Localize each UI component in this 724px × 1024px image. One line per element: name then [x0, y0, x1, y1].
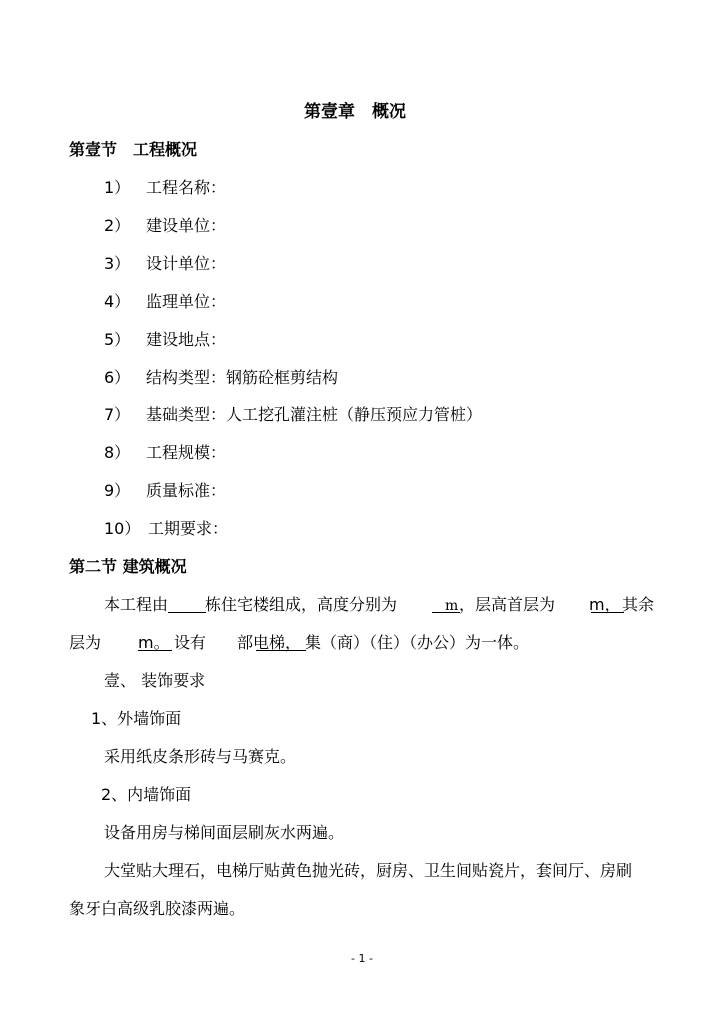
- chapter-title: 第壹章 概况: [304, 102, 406, 122]
- item-text: 基础类型：人工挖孔灌注桩（静压预应力管桩）: [146, 405, 483, 424]
- item-number: 4）: [104, 292, 131, 311]
- item-text: 设计单位：: [146, 254, 227, 273]
- list-item: [104, 443, 226, 463]
- blank-underline: [256, 650, 306, 651]
- blank-underline: [138, 650, 172, 651]
- unit-text: m: [445, 598, 459, 614]
- item-title: 1、外墙饰面: [91, 709, 182, 728]
- item-text: 工程名称：: [146, 178, 227, 197]
- item-number: 6）: [104, 368, 131, 387]
- list-item: [104, 481, 226, 501]
- item-text: 建设地点：: [146, 330, 227, 349]
- list-item: [104, 292, 226, 312]
- list-item: [104, 330, 226, 350]
- item-text: 质量标准：: [146, 481, 227, 500]
- list-item: [104, 368, 338, 388]
- list-item: [104, 178, 226, 198]
- item-title: 2、内墙饰面: [101, 785, 192, 804]
- item-number: 10）: [104, 519, 141, 538]
- list-item: [104, 405, 482, 425]
- item-text: 监理单位：: [146, 292, 227, 311]
- paragraph-text: 集（商）（住）（办公）为一体。: [305, 633, 530, 652]
- item-number: 2）: [104, 216, 131, 235]
- item-number: 8）: [104, 443, 131, 462]
- item-text: 结构类型：钢筋砼框剪结构: [146, 368, 339, 387]
- paragraph-text: 部电梯，: [237, 633, 302, 652]
- section1-heading: 第壹节 工程概况: [69, 140, 198, 159]
- paragraph-text: 设有: [174, 633, 207, 652]
- paragraph-text: 栋住宅楼组成，高度分别为: [205, 595, 398, 614]
- page-number: - 1 -: [351, 952, 373, 965]
- item-text: 工期要求：: [148, 519, 229, 538]
- paragraph-text: 层为: [69, 633, 102, 652]
- blank-underline: [591, 612, 624, 613]
- blank-underline: [168, 612, 206, 613]
- unit-text: m，: [589, 595, 621, 614]
- paragraph-text: 其余: [622, 595, 655, 614]
- item-text: 大堂贴大理石，电梯厅贴黄色抛光砖，厨房、卫生间贴瓷片，套间厅、房刷: [104, 861, 633, 880]
- sub-heading: 壹、 装饰要求: [104, 671, 206, 690]
- item-text: 象牙白高级乳胶漆两遍。: [69, 899, 246, 918]
- paragraph-text: ，层高首层为: [459, 595, 556, 614]
- item-number: 5）: [104, 330, 131, 349]
- list-item: [104, 519, 228, 539]
- list-item: [104, 254, 226, 274]
- unit-text: m。: [138, 633, 170, 652]
- item-text: 采用纸皮条形砖与马赛克。: [104, 747, 297, 766]
- item-number: 1）: [104, 178, 131, 197]
- section2-heading: 第二节 建筑概况: [69, 557, 187, 576]
- item-number: 9）: [104, 481, 131, 500]
- list-item: [104, 216, 226, 236]
- item-number: 7）: [104, 405, 131, 424]
- item-text: 工程规模：: [146, 443, 227, 462]
- item-text: 建设单位：: [146, 216, 227, 235]
- item-text: 设备用房与梯间面层刷灰水两遍。: [104, 823, 345, 842]
- paragraph-text: 本工程由: [104, 595, 169, 614]
- item-number: 3）: [104, 254, 131, 273]
